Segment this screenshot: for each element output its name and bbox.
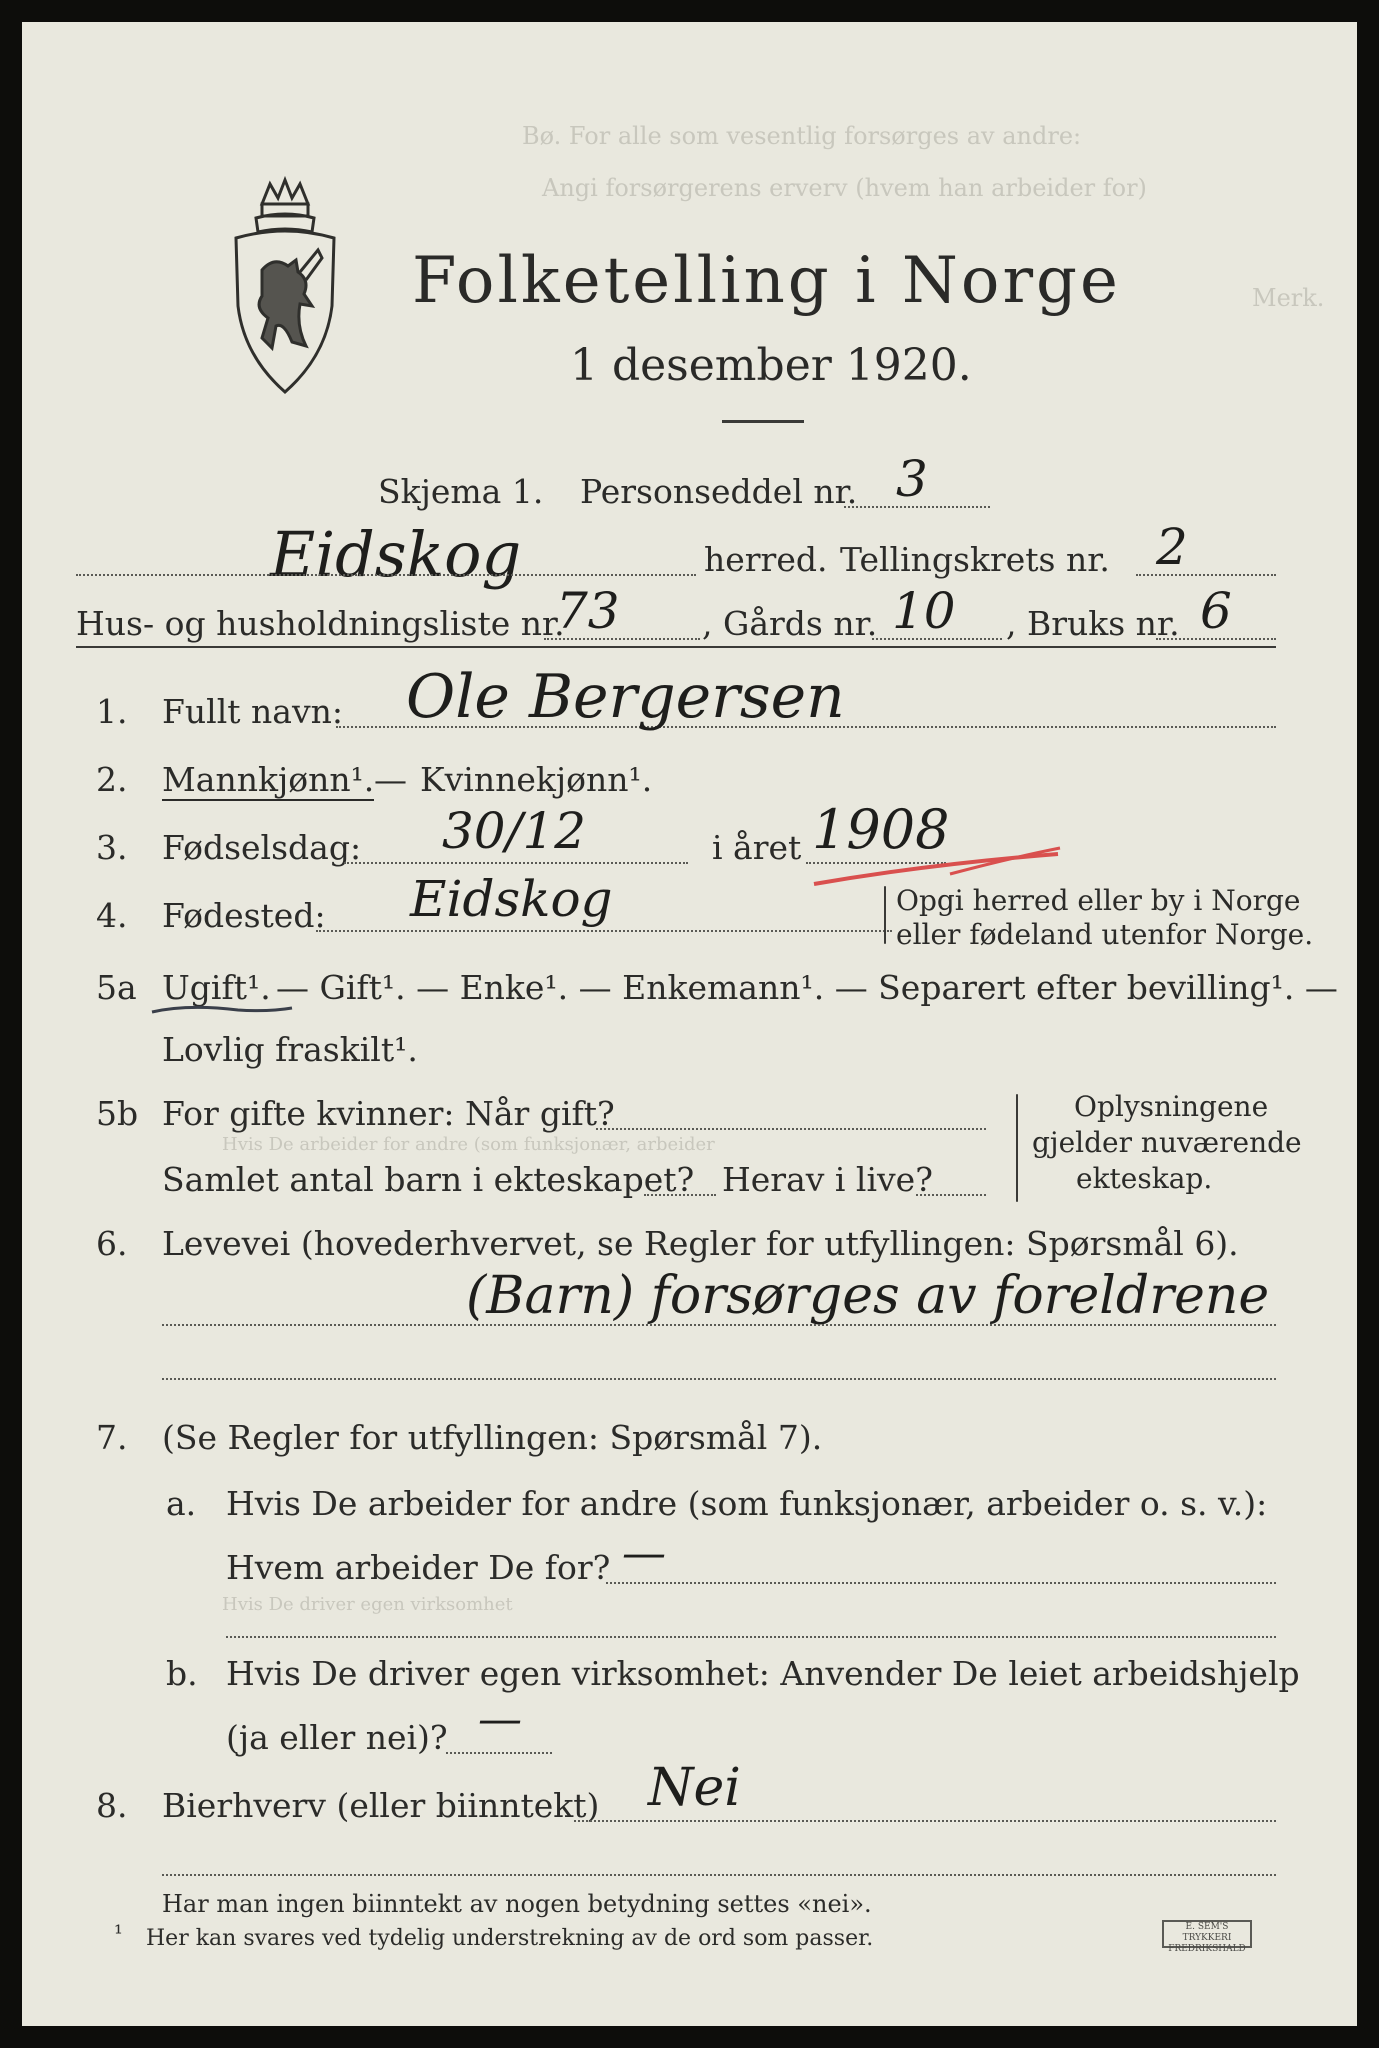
q4-number: 4. bbox=[96, 896, 128, 935]
q5b-naar-line bbox=[596, 1128, 986, 1130]
q7a-line-2 bbox=[226, 1636, 1276, 1638]
census-date: 1 desember 1920. bbox=[570, 340, 972, 391]
ghost-text-1: Bø. For alle som vesentlig forsørges av andre: bbox=[522, 122, 1082, 150]
herred-line bbox=[76, 574, 696, 576]
herred-label: herred. bbox=[704, 540, 828, 579]
q5a-rest: — Gift¹. — Enke¹. — Enkemann¹. — Separert efter bevilling¹. — bbox=[276, 968, 1338, 1007]
tellingskrets-label: Tellingskrets nr. bbox=[840, 540, 1110, 579]
q5b-samlet-line bbox=[644, 1194, 716, 1196]
footnote-text: Her kan svares ved tydelig understrekning av de ord som passer. bbox=[146, 1926, 874, 1951]
q7b-line1: Hvis De driver egen virksomhet: Anvender De leiet arbeidshjelp bbox=[226, 1654, 1300, 1693]
q7b-line bbox=[446, 1752, 552, 1754]
q2-number: 2. bbox=[96, 760, 128, 799]
q3-number: 3. bbox=[96, 828, 128, 867]
q5a-ugift: Ugift¹. bbox=[162, 968, 271, 1007]
q7a-line bbox=[606, 1582, 1276, 1584]
q6-line-2 bbox=[162, 1378, 1276, 1380]
q8-number: 8. bbox=[96, 1786, 128, 1825]
q7a-value: — bbox=[622, 1528, 666, 1579]
section-divider bbox=[76, 646, 1276, 648]
q3-label: Fødselsdag: bbox=[162, 828, 362, 867]
ghost-text-3: Merk. bbox=[1252, 284, 1325, 312]
q6-label: Levevei (hovederhvervet, se Regler for utfyllingen: Spørsmål 6). bbox=[162, 1224, 1239, 1263]
ghost-text-2: Angi forsørgerens erverv (hvem han arbeider for) bbox=[542, 174, 1147, 202]
bruks-value: 6 bbox=[1200, 582, 1232, 640]
q7-label: (Se Regler for utfyllingen: Spørsmål 7). bbox=[162, 1418, 823, 1457]
q3-line bbox=[344, 862, 688, 864]
census-form bbox=[22, 22, 1357, 2026]
q5b-note-line2: gjelder nuværende bbox=[1032, 1126, 1302, 1159]
q8-value: Nei bbox=[648, 1758, 741, 1818]
q1-label: Fullt navn: bbox=[162, 692, 343, 731]
gards-label: , Gårds nr. bbox=[702, 604, 878, 643]
q5b-label: For gifte kvinner: Når gift? bbox=[162, 1094, 615, 1133]
q4-note-line1: Opgi herred eller by i Norge bbox=[896, 884, 1301, 917]
q5b-note-line1: Oplysningene bbox=[1074, 1090, 1269, 1123]
q5b-note-line3: ekteskap. bbox=[1076, 1162, 1213, 1195]
q3-aaret-label: i året bbox=[712, 828, 802, 867]
q5a-number: 5a bbox=[96, 968, 137, 1007]
q1-value: Ole Bergersen bbox=[406, 662, 845, 732]
q7b-value: — bbox=[478, 1694, 522, 1745]
q6-number: 6. bbox=[96, 1224, 128, 1263]
q2-separator: — bbox=[374, 760, 407, 799]
q7-number: 7. bbox=[96, 1418, 128, 1457]
bruks-label: , Bruks nr. bbox=[1006, 604, 1180, 643]
form-title: Folketelling i Norge bbox=[412, 244, 1121, 318]
q4-label: Fødested: bbox=[162, 896, 326, 935]
q4-line bbox=[316, 930, 892, 932]
q4-value: Eidskog bbox=[410, 870, 613, 928]
q7a-line2: Hvem arbeider De for? bbox=[226, 1548, 611, 1587]
q3-value: 30/12 bbox=[442, 802, 587, 860]
q7b-letter: b. bbox=[166, 1654, 198, 1693]
skjema-label: Skjema 1. bbox=[378, 472, 544, 511]
q5b-samlet: Samlet antal barn i ekteskapet? bbox=[162, 1160, 695, 1199]
printer-stamp-line2: FREDRIKSHALD bbox=[1168, 1944, 1246, 1954]
q8-line bbox=[574, 1820, 1276, 1822]
norwegian-coat-of-arms-icon bbox=[226, 176, 344, 396]
q5a-line2: Lovlig fraskilt¹. bbox=[162, 1030, 418, 1069]
husholdningsliste-value: 73 bbox=[556, 582, 620, 640]
q2-kvinne: Kvinnekjønn¹. bbox=[420, 760, 653, 799]
tellingskrets-value: 2 bbox=[1156, 518, 1188, 576]
q7b-line2: (ja eller nei)? bbox=[226, 1718, 448, 1757]
herred-value: Eidskog bbox=[270, 518, 522, 591]
q8-label: Bierhverv (eller biinntekt) bbox=[162, 1786, 600, 1825]
ghost-text-4: Hvis De arbeider for andre (som funksjonær, arbeider bbox=[222, 1134, 715, 1155]
q4-note-brace bbox=[884, 886, 886, 944]
footnote-mark: ¹ bbox=[114, 1922, 123, 1947]
q4-note-line2: eller fødeland utenfor Norge. bbox=[896, 918, 1314, 951]
biinntekt-note: Har man ingen biinntekt av nogen betydning settes «nei». bbox=[162, 1890, 872, 1918]
q3-aaret-value: 1908 bbox=[812, 798, 950, 861]
q6-line-1 bbox=[162, 1324, 1276, 1326]
ghost-text-5: Hvis De driver egen virksomhet bbox=[222, 1594, 513, 1615]
q5b-herav: Herav i live? bbox=[722, 1160, 933, 1199]
q5b-note-brace bbox=[1016, 1094, 1018, 1202]
q8-line-2 bbox=[162, 1874, 1276, 1876]
personseddel-label: Personseddel nr. bbox=[580, 472, 858, 511]
q2-mann: Mannkjønn¹. bbox=[162, 760, 375, 799]
q6-value: (Barn) forsørges av foreldrene bbox=[466, 1266, 1270, 1326]
q5b-number: 5b bbox=[96, 1094, 139, 1133]
q7a-letter: a. bbox=[166, 1484, 197, 1523]
printer-stamp-line1: E. SEM'S TRYKKERI bbox=[1182, 1922, 1232, 1943]
title-rule bbox=[722, 420, 804, 423]
q7a-line1: Hvis De arbeider for andre (som funksjonær, arbeider o. s. v.): bbox=[226, 1484, 1268, 1523]
printer-stamp bbox=[1162, 1920, 1252, 1954]
q1-number: 1. bbox=[96, 692, 128, 731]
husholdningsliste-label: Hus- og husholdningsliste nr. bbox=[76, 604, 565, 643]
personseddel-value: 3 bbox=[896, 450, 928, 508]
q5b-herav-line bbox=[916, 1194, 986, 1196]
gards-value: 10 bbox=[892, 582, 956, 640]
